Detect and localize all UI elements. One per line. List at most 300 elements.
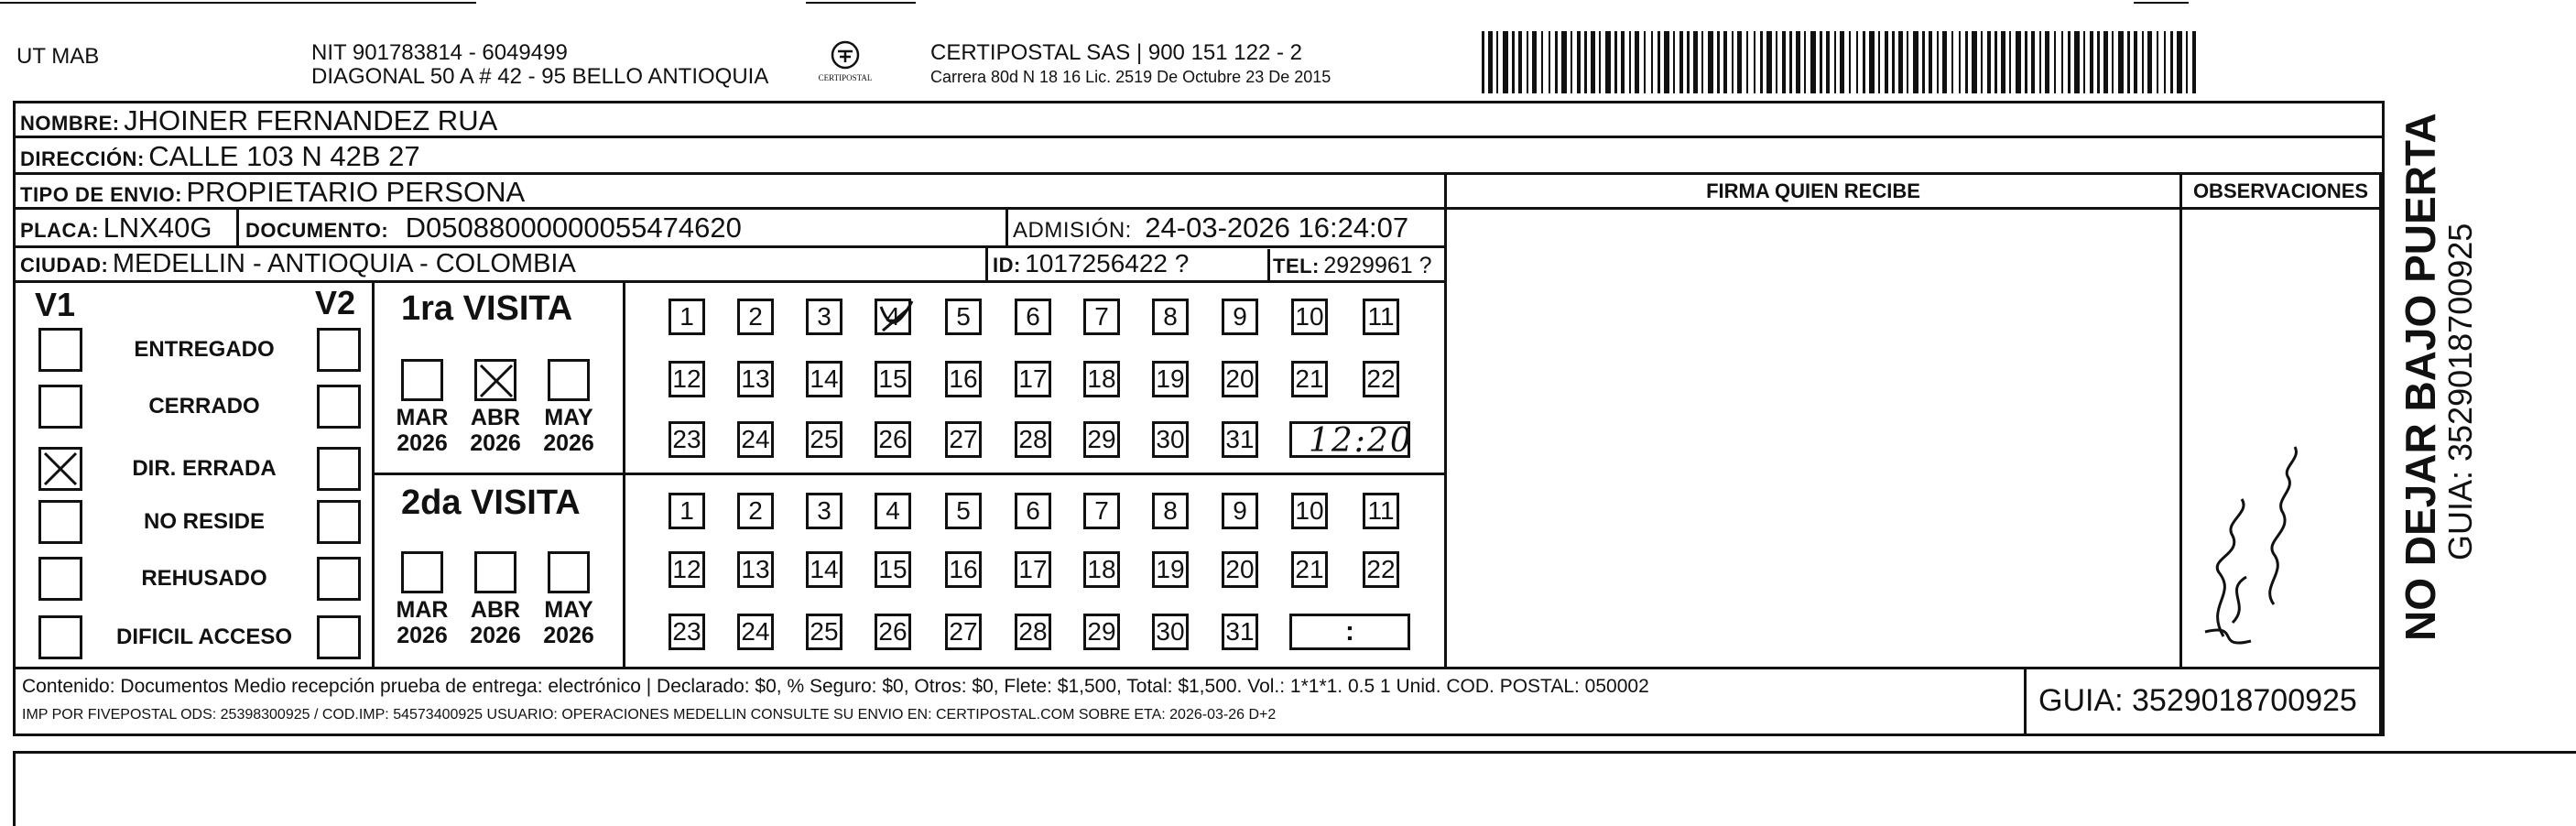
tel-row xyxy=(1273,253,1432,279)
barcode-bar xyxy=(1599,31,1601,93)
id-row xyxy=(993,249,1189,278)
footer-line2: IMP POR FIVEPOSTAL ODS: 25398300925 / COD.IMP: 54573400925 USUARIO: OPERACIONES MEDELLIN CONSULTE SU ENVIO EN: CERTIPOSTAL.COM SOBRE ETA: 2026-03-26 D+2 xyxy=(22,707,1277,723)
day-box[interactable] xyxy=(1222,551,1258,588)
barcode-bar xyxy=(2061,31,2063,93)
barcode-bar xyxy=(2054,31,2056,93)
nombre-value: JHOINER FERNANDEZ RUA xyxy=(124,104,498,136)
ciudad-value: MEDELLIN - ANTIOQUIA - COLOMBIA xyxy=(112,249,576,278)
barcode-bar xyxy=(1708,31,1713,93)
day-number: 24 xyxy=(741,425,770,453)
day-box[interactable] xyxy=(668,299,705,335)
day-box[interactable] xyxy=(875,421,911,458)
visit2-time-box xyxy=(1289,614,1410,650)
admision-value: 24-03-2026 16:24:07 xyxy=(1145,212,1409,244)
bottom-stub-frame xyxy=(13,751,2576,826)
placa-value: LNX40G xyxy=(103,212,212,244)
barcode-bar xyxy=(1664,31,1669,93)
v1-label: V1 xyxy=(35,286,76,323)
logo-text: CERTIPOSTAL xyxy=(818,73,873,82)
day-number: 12 xyxy=(672,555,701,583)
day-number: 26 xyxy=(878,617,908,646)
day-number: 28 xyxy=(1018,425,1048,453)
barcode-bar xyxy=(1863,31,1865,93)
day-number: 8 xyxy=(1163,302,1178,331)
day-number: 15 xyxy=(878,364,908,393)
status-label: DIR. ERRADA xyxy=(132,456,277,481)
day-box[interactable] xyxy=(875,614,911,650)
day-box[interactable] xyxy=(1152,493,1189,529)
month-checkbox[interactable] xyxy=(474,551,516,593)
barcode-bar xyxy=(2001,31,2005,93)
barcode-bar xyxy=(1892,31,1895,93)
row-line-footer xyxy=(13,667,2385,669)
placa-label: PLACA: xyxy=(20,219,100,242)
day-box[interactable] xyxy=(737,361,774,397)
month-checkbox[interactable] xyxy=(548,551,590,593)
v2-checkbox[interactable] xyxy=(317,385,361,429)
day-box[interactable] xyxy=(875,493,911,529)
barcode-bar xyxy=(2177,31,2182,93)
barcode-bar xyxy=(2025,31,2027,93)
barcode-bar xyxy=(2068,31,2071,93)
ciudad-label: CIUDAD: xyxy=(20,254,109,277)
day-box[interactable] xyxy=(668,493,705,529)
day-box[interactable] xyxy=(668,361,705,397)
v1-checkbox[interactable] xyxy=(38,328,82,372)
v1-checkbox[interactable] xyxy=(38,385,82,429)
barcode-bar xyxy=(1577,31,1581,93)
side-guia: GUIA: 3529018700925 xyxy=(2441,223,2479,560)
day-number: 16 xyxy=(949,364,978,393)
day-number: 10 xyxy=(1295,302,1324,331)
day-box[interactable] xyxy=(806,493,842,529)
nit-line: NIT 901783814 - 6049499 xyxy=(311,40,568,65)
barcode-bar xyxy=(1658,31,1660,93)
barcode-bar xyxy=(1796,31,1800,93)
barcode-bar xyxy=(1782,31,1786,93)
barcode-bar xyxy=(1898,31,1903,93)
barcode-bar xyxy=(1614,31,1617,93)
day-box[interactable] xyxy=(1291,299,1328,335)
barcode-bar xyxy=(1635,31,1639,93)
day-number: 22 xyxy=(1366,364,1396,393)
day-number: 26 xyxy=(878,425,908,453)
day-number: 1 xyxy=(679,302,694,331)
day-number: 8 xyxy=(1163,496,1178,525)
day-number: 2 xyxy=(748,496,763,525)
day-number: 7 xyxy=(1094,302,1109,331)
documento-value: D05088000000055474620 xyxy=(405,212,742,244)
day-box[interactable] xyxy=(737,299,774,335)
barcode-bar xyxy=(1541,31,1543,93)
col-divider-placa xyxy=(236,207,239,245)
day-box[interactable] xyxy=(945,493,982,529)
documento-label: DOCUMENTO: xyxy=(245,219,389,242)
barcode-bar xyxy=(2147,31,2152,93)
barcode-bar xyxy=(2192,31,2196,93)
barcode-bar xyxy=(2142,31,2144,93)
day-box[interactable] xyxy=(1015,421,1051,458)
day-box[interactable] xyxy=(806,361,842,397)
barcode-bar xyxy=(1746,31,1748,93)
day-number: 5 xyxy=(956,496,971,525)
barcode-bar xyxy=(1518,31,1522,93)
footer-guia-divider xyxy=(2024,667,2027,736)
barcode-bar xyxy=(1561,31,1567,93)
day-number: 19 xyxy=(1156,364,1185,393)
v1-checkbox[interactable] xyxy=(38,447,82,491)
day-box[interactable] xyxy=(945,614,982,650)
barcode-bar xyxy=(1482,31,1484,93)
admision-label: ADMISIÓN: xyxy=(1013,218,1132,243)
status-label: NO RESIDE xyxy=(143,509,266,534)
barcode-bar xyxy=(1810,31,1816,93)
barcode-bar xyxy=(1789,31,1792,93)
v2-label: V2 xyxy=(315,284,356,321)
month-checkbox[interactable] xyxy=(548,359,590,401)
day-number: 20 xyxy=(1225,364,1255,393)
barcode-bar xyxy=(1644,31,1646,93)
v2-checkbox[interactable] xyxy=(317,615,361,659)
day-number: 23 xyxy=(672,617,701,646)
v1-checkbox[interactable] xyxy=(38,615,82,659)
day-number: 30 xyxy=(1156,617,1185,646)
barcode-bar xyxy=(1981,31,1983,93)
day-box[interactable] xyxy=(1083,551,1120,588)
direccion-label: DIRECCIÓN: xyxy=(20,147,145,170)
v2-checkbox[interactable] xyxy=(317,328,361,372)
day-box[interactable] xyxy=(806,299,842,335)
barcode-bar xyxy=(1929,31,1932,93)
documento-row xyxy=(245,212,742,245)
day-box[interactable] xyxy=(1015,614,1051,650)
v1-checkbox[interactable] xyxy=(38,500,82,544)
barcode-bar xyxy=(2090,31,2093,93)
day-box[interactable] xyxy=(1363,361,1399,397)
barcode-bar xyxy=(1723,31,1727,93)
firma-header-line xyxy=(1444,207,2382,210)
row-line-5 xyxy=(13,280,1447,283)
day-box[interactable] xyxy=(1222,361,1258,397)
day-number: 9 xyxy=(1233,496,1247,525)
day-box[interactable] xyxy=(875,551,911,588)
day-box[interactable] xyxy=(1222,299,1258,335)
footer-line1: Contenido: Documentos Medio recepción prueba de entrega: electrónico | Declarado: $0, % Seguro: $0, Otros: $0, Flete: $1,500, Total: $1,500. Vol.: 1*1*1. 0.5 1 Unid. COD. POSTAL: 050002 xyxy=(22,676,1649,697)
barcode-bar xyxy=(1584,31,1587,93)
barcode-bar xyxy=(1849,31,1851,93)
day-box[interactable] xyxy=(1291,551,1328,588)
barcode-bar xyxy=(1885,31,1888,93)
day-box[interactable] xyxy=(945,421,982,458)
day-box[interactable] xyxy=(1222,421,1258,458)
day-number: 17 xyxy=(1018,364,1048,393)
day-number: 31 xyxy=(1225,617,1255,646)
barcode-bar xyxy=(2016,31,2021,93)
barcode-bar xyxy=(1701,31,1703,93)
barcode-bar xyxy=(1834,31,1836,93)
barcode-bar xyxy=(1878,31,1880,93)
v2-checkbox[interactable] xyxy=(317,447,361,491)
day-number: 31 xyxy=(1225,425,1255,453)
barcode-bar xyxy=(2074,31,2080,93)
day-number: 17 xyxy=(1018,555,1048,583)
day-box[interactable] xyxy=(1152,551,1189,588)
barcode-bar xyxy=(1840,31,1844,93)
visit1-time-handwritten: 12:20 xyxy=(1309,422,1413,460)
visit2-time-placeholder: : xyxy=(1345,616,1354,647)
barcode-bar xyxy=(1549,31,1550,93)
status-label: ENTREGADO xyxy=(134,337,275,362)
barcode-bar xyxy=(2112,31,2114,93)
top-cut-line-mid xyxy=(806,2,916,4)
nombre-label: NOMBRE: xyxy=(20,112,120,135)
day-box[interactable] xyxy=(875,361,911,397)
day-number: 4 xyxy=(886,496,900,525)
tipo-label: TIPO DE ENVIO: xyxy=(20,183,182,206)
day-box[interactable] xyxy=(945,299,982,335)
company-line: CERTIPOSTAL SAS | 900 151 122 - 2 xyxy=(930,40,1302,65)
barcode-bar xyxy=(2157,31,2158,93)
day-number: 9 xyxy=(1233,302,1247,331)
day-number: 2 xyxy=(748,302,763,331)
day-box[interactable] xyxy=(1363,299,1399,335)
barcode-bar xyxy=(2170,31,2173,93)
day-number: 14 xyxy=(810,555,839,583)
day-box[interactable] xyxy=(1363,551,1399,588)
month-checkbox[interactable] xyxy=(401,359,443,401)
v1-checkbox[interactable] xyxy=(38,557,82,601)
barcode xyxy=(1482,31,2205,93)
day-box[interactable] xyxy=(1083,493,1120,529)
day-number: 27 xyxy=(949,425,978,453)
barcode-bar xyxy=(1687,31,1690,93)
barcode-bar xyxy=(1820,31,1822,93)
placa-row xyxy=(20,212,212,245)
day-number: 4 xyxy=(886,302,900,331)
day-number: 3 xyxy=(817,496,831,525)
barcode-bar xyxy=(1732,31,1734,93)
v2-checkbox[interactable] xyxy=(317,500,361,544)
day-number: 21 xyxy=(1295,364,1324,393)
top-cut-line-left xyxy=(0,2,476,4)
month-checkbox[interactable] xyxy=(401,551,443,593)
day-number: 19 xyxy=(1156,555,1185,583)
barcode-bar xyxy=(1591,31,1595,93)
day-box[interactable] xyxy=(1152,361,1189,397)
col-divider-admision xyxy=(1005,207,1008,245)
day-box[interactable] xyxy=(1083,421,1120,458)
day-number: 24 xyxy=(741,617,770,646)
barcode-bar xyxy=(1760,31,1763,93)
ciudad-row xyxy=(20,249,576,279)
day-box[interactable] xyxy=(1083,361,1120,397)
day-box[interactable] xyxy=(1015,299,1051,335)
month-label: ABR 2026 xyxy=(470,597,521,648)
barcode-bar xyxy=(1555,31,1558,93)
row-line-4 xyxy=(13,245,1447,248)
barcode-bar xyxy=(1766,31,1772,93)
barcode-bar xyxy=(1994,31,1997,93)
day-box[interactable] xyxy=(737,551,774,588)
barcode-bar xyxy=(1527,31,1528,93)
barcode-bar xyxy=(1737,31,1742,93)
firma-header: FIRMA QUIEN RECIBE xyxy=(1706,179,1920,202)
certipostal-logo xyxy=(813,38,877,90)
month-checkbox[interactable] xyxy=(474,359,516,401)
v2-checkbox[interactable] xyxy=(317,557,361,601)
day-box[interactable] xyxy=(737,614,774,650)
barcode-bar xyxy=(1629,31,1631,93)
month-label: MAR 2026 xyxy=(396,597,449,648)
barcode-bar xyxy=(1942,31,1947,93)
day-number: 20 xyxy=(1225,555,1255,583)
barcode-bar xyxy=(1869,31,1875,93)
day-number: 1 xyxy=(679,496,694,525)
day-box[interactable] xyxy=(668,551,705,588)
day-box[interactable] xyxy=(945,551,982,588)
tel-value: 2929961 ? xyxy=(1323,253,1432,278)
observaciones-handwriting xyxy=(2187,375,2315,650)
barcode-bar xyxy=(2186,31,2188,93)
barcode-bar xyxy=(1959,31,1961,93)
day-number: 27 xyxy=(949,617,978,646)
day-box[interactable] xyxy=(806,614,842,650)
day-number: 22 xyxy=(1366,555,1396,583)
nombre-row xyxy=(20,104,497,137)
day-box[interactable] xyxy=(945,361,982,397)
direccion-value: CALLE 103 N 42B 27 xyxy=(148,140,420,172)
barcode-bar xyxy=(2009,31,2011,93)
barcode-bar xyxy=(2134,31,2137,93)
barcode-bar xyxy=(1951,31,1953,93)
top-cut-line-right xyxy=(2134,2,2189,4)
day-box[interactable] xyxy=(1015,551,1051,588)
day-box[interactable] xyxy=(1291,493,1328,529)
month-label: MAY 2026 xyxy=(543,405,594,456)
barcode-bar xyxy=(1717,31,1720,93)
month-label: ABR 2026 xyxy=(470,405,521,456)
day-number: 6 xyxy=(1026,302,1040,331)
visit2-title: 2da VISITA xyxy=(401,484,581,522)
barcode-bar xyxy=(2083,31,2085,93)
col-divider-obs-end xyxy=(2379,172,2382,667)
day-number: 11 xyxy=(1367,496,1395,525)
day-number: 10 xyxy=(1295,496,1324,525)
company-sub: Carrera 80d N 18 16 Lic. 2519 De Octubre 23 De 2015 xyxy=(930,68,1331,86)
barcode-bar xyxy=(2039,31,2041,93)
footer-guia: GUIA: 3529018700925 xyxy=(2038,683,2357,718)
day-box[interactable] xyxy=(1152,299,1189,335)
day-box[interactable] xyxy=(1083,614,1120,650)
barcode-bar xyxy=(1754,31,1755,93)
day-box[interactable] xyxy=(875,299,911,335)
day-box[interactable] xyxy=(806,551,842,588)
day-box[interactable] xyxy=(1083,299,1120,335)
barcode-bar xyxy=(1605,31,1611,93)
barcode-bar xyxy=(2118,31,2124,93)
barcode-bar xyxy=(1532,31,1537,93)
day-number: 3 xyxy=(817,302,831,331)
day-box[interactable] xyxy=(1222,614,1258,650)
day-box[interactable] xyxy=(668,421,705,458)
day-number: 21 xyxy=(1295,555,1324,583)
barcode-bar xyxy=(2127,31,2130,93)
day-box[interactable] xyxy=(1015,493,1051,529)
day-box[interactable] xyxy=(1152,421,1189,458)
day-box[interactable] xyxy=(737,493,774,529)
id-label: ID: xyxy=(993,254,1021,277)
col-divider-firma xyxy=(1444,172,1447,667)
day-number: 29 xyxy=(1087,617,1116,646)
barcode-bar xyxy=(1693,31,1698,93)
address-line: DIAGONAL 50 A # 42 - 95 BELLO ANTIOQUIA xyxy=(311,64,769,89)
barcode-bar xyxy=(2031,31,2035,93)
day-box[interactable] xyxy=(1152,614,1189,650)
day-number: 14 xyxy=(810,364,839,393)
status-label: REHUSADO xyxy=(141,566,267,591)
barcode-bar xyxy=(1972,31,1977,93)
month-label: MAY 2026 xyxy=(543,597,594,648)
day-number: 18 xyxy=(1087,555,1116,583)
status-label: CERRADO xyxy=(148,394,260,418)
col-divider-id xyxy=(985,245,988,280)
visit1-title: 1ra VISITA xyxy=(401,289,573,328)
day-number: 13 xyxy=(741,555,770,583)
tipo-row xyxy=(20,176,525,209)
col-divider-obs xyxy=(2179,172,2182,667)
col-divider-tel xyxy=(1267,249,1270,280)
barcode-bar xyxy=(1826,31,1830,93)
day-number: 25 xyxy=(810,617,839,646)
day-box[interactable] xyxy=(806,421,842,458)
day-number: 7 xyxy=(1094,496,1109,525)
day-number: 25 xyxy=(810,425,839,453)
barcode-bar xyxy=(1913,31,1918,93)
day-box[interactable] xyxy=(668,614,705,650)
side-warning: NO DEJAR BAJO PUERTA xyxy=(2397,113,2444,641)
barcode-bar xyxy=(1673,31,1675,93)
ut-label: UT MAB xyxy=(16,44,100,69)
day-box[interactable] xyxy=(737,421,774,458)
day-box[interactable] xyxy=(1015,361,1051,397)
day-number: 30 xyxy=(1156,425,1185,453)
day-number: 11 xyxy=(1367,302,1395,331)
observaciones-header: OBSERVACIONES xyxy=(2192,179,2369,202)
day-box[interactable] xyxy=(1222,493,1258,529)
barcode-bar xyxy=(1987,31,1991,93)
barcode-bar xyxy=(1965,31,1968,93)
month-label: MAR 2026 xyxy=(396,405,449,456)
day-number: 28 xyxy=(1018,617,1048,646)
barcode-bar xyxy=(1804,31,1806,93)
day-number: 16 xyxy=(949,555,978,583)
day-number: 5 xyxy=(956,302,971,331)
barcode-bar xyxy=(1679,31,1683,93)
barcode-bar xyxy=(1512,31,1515,93)
admision-row xyxy=(1013,212,1408,245)
barcode-bar xyxy=(2045,31,2049,93)
barcode-bar xyxy=(1651,31,1653,93)
day-box[interactable] xyxy=(1363,493,1399,529)
barcode-bar xyxy=(2164,31,2166,93)
tipo-value: PROPIETARIO PERSONA xyxy=(186,176,526,208)
barcode-bar xyxy=(1571,31,1572,93)
barcode-bar xyxy=(1496,31,1498,93)
day-box[interactable] xyxy=(1291,361,1328,397)
day-number: 15 xyxy=(878,555,908,583)
barcode-bar xyxy=(1937,31,1939,93)
day-number: 6 xyxy=(1026,496,1040,525)
